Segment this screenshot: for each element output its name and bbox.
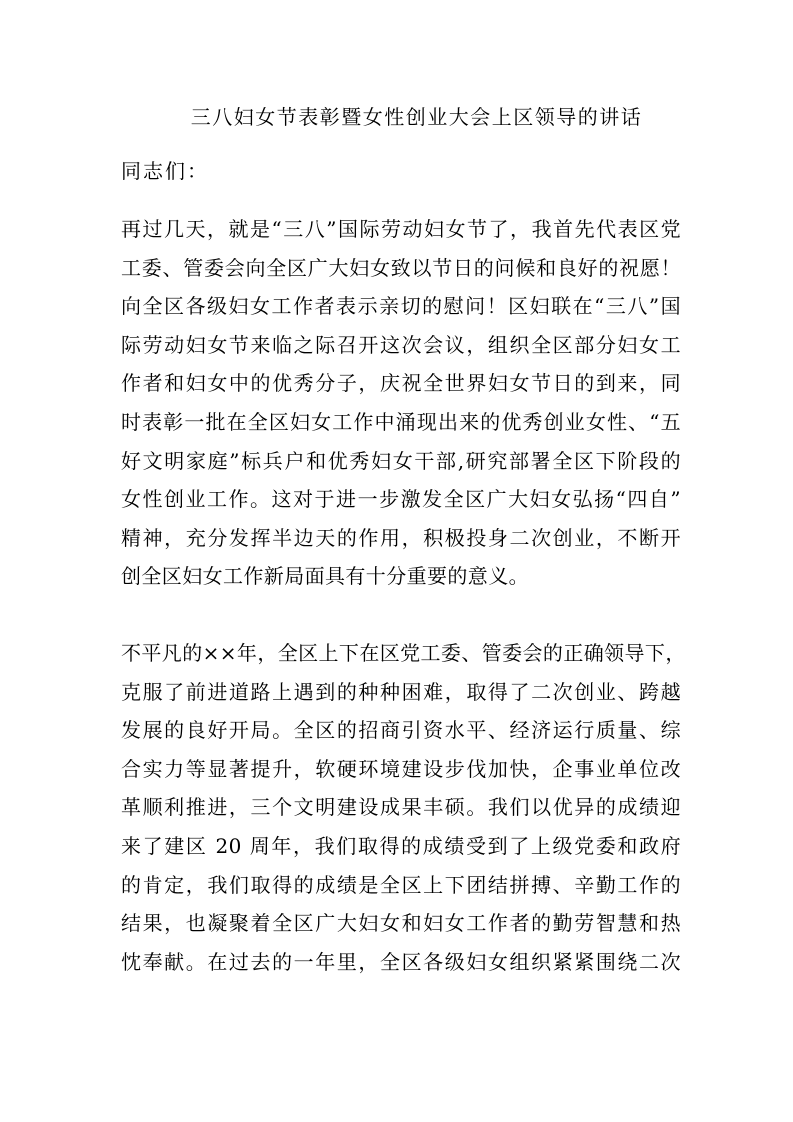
paragraph-line: 时表彰一批在全区妇女工作中涌现出来的优秀创业女性、“五 xyxy=(121,409,681,434)
paragraph-line: 作者和妇女中的优秀分子，庆祝全世界妇女节日的到来，同 xyxy=(121,371,681,396)
salutation: 同志们： xyxy=(121,159,209,183)
paragraph-line: 工委、管委会向全区广大妇女致以节日的问候和良好的祝愿！ xyxy=(121,255,681,280)
paragraph-line: 创全区妇女工作新局面具有十分重要的意义。 xyxy=(121,564,529,589)
paragraph-line: 的肯定，我们取得的成绩是全区上下团结拼搏、辛勤工作的 xyxy=(121,872,681,897)
paragraph-line: 再过几天，就是“三八”国际劳动妇女节了，我首先代表区党 xyxy=(121,217,681,241)
paragraph-line: 不平凡的××年，全区上下在区党工委、管委会的正确领导下， xyxy=(121,641,686,665)
paragraph-line: 来了建区 20 周年，我们取得的成绩受到了上级党委和政府 xyxy=(121,833,681,858)
paragraph-line: 精神，充分发挥半边天的作用，积极投身二次创业，不断开 xyxy=(121,525,681,550)
document-title: 三八妇女节表彰暨女性创业大会上区领导的讲话 xyxy=(190,105,643,129)
paragraph-line: 好文明家庭”标兵户和优秀妇女干部,研究部署全区下阶段的 xyxy=(121,448,681,473)
paragraph-line: 克服了前进道路上遇到的种种困难，取得了二次创业、跨越 xyxy=(121,679,681,704)
paragraph-line: 女性创业工作。这对于进一步激发全区广大妇女弘扬“四自” xyxy=(121,487,681,512)
paragraph-line: 革顺利推进，三个文明建设成果丰硕。我们以优异的成绩迎 xyxy=(121,795,681,820)
paragraph-line: 向全区各级妇女工作者表示亲切的慰问！区妇联在“三八”国 xyxy=(121,294,681,319)
paragraph-line: 忱奉献。在过去的一年里，全区各级妇女组织紧紧围绕二次 xyxy=(121,949,681,974)
paragraph-2 xyxy=(121,634,686,981)
paragraph-1 xyxy=(121,210,681,596)
paragraph-line: 发展的良好开局。全区的招商引资水平、经济运行质量、综 xyxy=(121,718,681,743)
paragraph-line: 合实力等显著提升，软硬环境建设步伐加快，企事业单位改 xyxy=(121,756,681,781)
paragraph-line: 际劳动妇女节来临之际召开这次会议，组织全区部分妇女工 xyxy=(121,332,681,357)
paragraph-line: 结果，也凝聚着全区广大妇女和妇女工作者的勤劳智慧和热 xyxy=(121,911,681,936)
